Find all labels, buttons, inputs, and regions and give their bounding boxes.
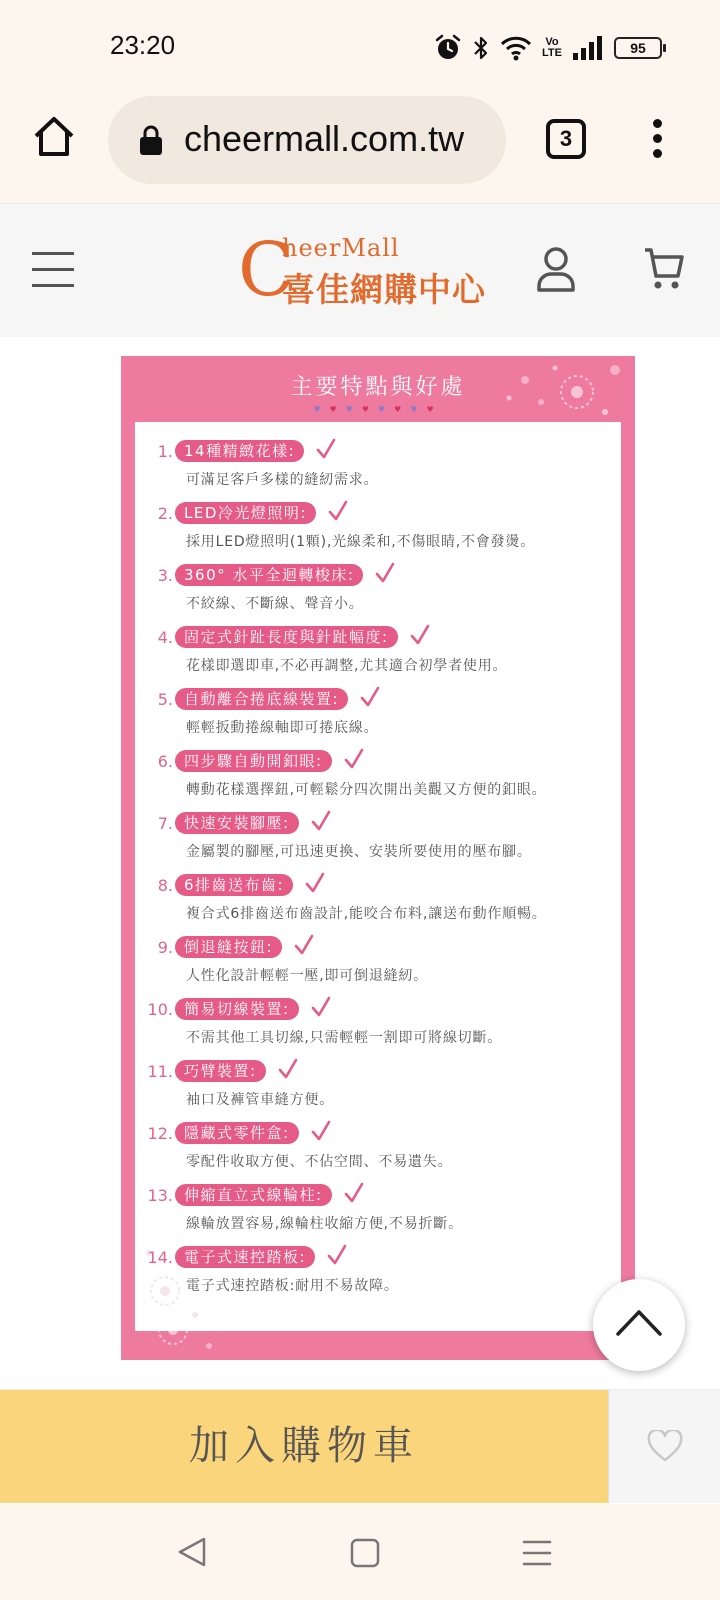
feature-title-chip [175,936,282,958]
feature-title-chip [175,1122,299,1144]
feature-number: 11. [147,1062,173,1081]
feature-title: 簡易切線裝置: [184,1000,290,1018]
feature-title: 6排齒送布齒: [184,876,285,894]
favorite-button[interactable] [608,1390,720,1503]
feature-item [135,502,621,564]
feature-title: 伸縮直立式線輪柱: [184,1186,323,1204]
url-text: cheermall.com.tw [184,118,465,159]
browser-toolbar [0,92,720,202]
feature-number: 6. [157,752,173,771]
volte-top: Vo [545,36,559,48]
logo-text-en: heerMall [282,234,400,262]
check-icon [344,748,364,770]
logo-initial: C [238,227,295,313]
purchase-bar [0,1389,720,1504]
feature-title-chip [175,502,316,524]
status-bar [0,0,720,92]
feature-item [135,1246,621,1308]
feature-description: 不需其他工具切線,只需輕輕一割即可將線切斷。 [186,1030,503,1046]
feature-title: 快速安裝腳壓: [184,814,290,832]
feature-title: 四步驟自動開釦眼: [184,752,323,770]
feature-title-chip [175,1246,315,1268]
features-card [121,356,635,1360]
feature-title: 巧臂裝置: [184,1062,257,1080]
site-logo[interactable] [238,227,488,313]
feature-number: 7. [157,814,173,833]
volte-indicator [542,37,562,59]
feature-item [135,440,621,502]
feature-title-chip [175,874,293,896]
address-bar[interactable] [108,96,506,184]
feature-item [135,1060,621,1122]
wifi-icon [500,35,532,61]
feature-title-chip [175,626,398,648]
bluetooth-icon [472,34,490,62]
check-icon [294,934,314,956]
feature-number: 13. [147,1186,173,1205]
feature-title: 固定式針趾長度與針趾幅度: [184,628,389,646]
feature-description: 複合式6排齒送布齒設計,能咬合布料,讓送布動作順暢。 [186,906,547,922]
back-triangle-icon[interactable] [176,1536,208,1568]
add-to-cart-button[interactable]: 加入購物車 [0,1390,608,1503]
feature-number: 2. [157,504,173,523]
feature-number: 12. [147,1124,173,1143]
feature-description: 採用LED燈照明(1顆),光線柔和,不傷眼睛,不會發燙。 [186,534,536,550]
feature-number: 9. [157,938,173,957]
feature-item [135,564,621,626]
feature-description: 電子式速控踏板:耐用不易故障。 [186,1278,399,1294]
feature-number: 8. [157,876,173,895]
feature-title-chip [175,688,348,710]
check-icon [344,1182,364,1204]
back-to-top-button[interactable] [593,1279,685,1371]
feature-item [135,874,621,936]
features-title: 主要特點與好處 [290,375,466,400]
check-icon [410,624,430,646]
feature-description: 花樣即選即車,不必再調整,尤其適合初學者使用。 [186,658,508,674]
feature-title: 14種精緻花樣: [184,442,296,460]
feature-item [135,626,621,688]
feature-description: 線輪放置容易,線輪柱收縮方便,不易折斷。 [186,1216,463,1232]
feature-number: 4. [157,628,173,647]
feature-number: 1. [157,442,173,461]
volte-bottom: LTE [542,47,562,59]
features-list [135,422,621,1331]
check-icon [375,562,395,584]
status-time: 23:20 [110,30,176,60]
cart-icon[interactable] [644,246,684,292]
heart-outline-icon [647,1430,683,1462]
feature-title: 自動離合捲底線裝置: [184,690,340,708]
hamburger-menu-icon[interactable] [32,252,74,288]
feature-description: 袖口及褲管車縫方便。 [186,1092,334,1108]
feature-title: 電子式速控踏板: [184,1248,307,1266]
feature-description: 人性化設計輕輕一壓,即可倒退縫紉。 [186,968,429,984]
feature-item [135,688,621,750]
site-header [0,203,720,337]
feature-title-chip [175,750,332,772]
tab-switcher-button[interactable]: 3 [546,119,586,159]
home-icon[interactable] [30,112,78,160]
check-icon [311,810,331,832]
check-icon [316,438,336,460]
feature-title: 倒退縫按鈕: [184,938,274,956]
feature-item [135,1184,621,1246]
browser-chrome [0,0,720,203]
recent-apps-icon[interactable] [522,1538,552,1568]
check-icon [327,1244,347,1266]
feature-number: 5. [157,690,173,709]
check-icon [360,686,380,708]
feature-description: 轉動花樣選擇鈕,可輕鬆分四次開出美觀又方便的釦眼。 [186,782,547,798]
check-icon [311,996,331,1018]
feature-description: 金屬製的腳壓,可迅速更換、安裝所要使用的壓布腳。 [186,844,532,860]
feature-item [135,936,621,998]
feature-description: 零配件收取方便、不佔空間、不易遺失。 [186,1154,453,1170]
alarm-icon [434,34,462,62]
status-icons [434,32,662,64]
feature-item [135,750,621,812]
battery-icon: 95 [614,37,662,59]
feature-item [135,998,621,1060]
feature-title: LED冷光燈照明: [184,504,307,522]
feature-item [135,1122,621,1184]
feature-title: 隱藏式零件盒: [184,1124,290,1142]
check-icon [278,1058,298,1080]
logo-text-zh: 喜佳網購中心 [282,270,486,309]
feature-title-chip [175,440,304,462]
chevron-up-icon [615,1307,663,1337]
check-icon [311,1120,331,1142]
heart-divider: ♥♥♥♥♥♥♥♥ [313,405,443,414]
feature-number: 14. [147,1248,173,1267]
feature-title-chip [175,1184,332,1206]
check-icon [328,500,348,522]
feature-number: 3. [157,566,173,585]
feature-title-chip [175,812,299,834]
lock-icon [138,124,164,156]
feature-description: 可滿足客戶多樣的縫紉需求。 [186,472,379,488]
more-vertical-icon[interactable] [650,119,664,159]
user-icon[interactable] [536,246,576,292]
home-square-icon[interactable] [350,1538,380,1568]
signal-icon [572,36,604,60]
system-navigation-bar [0,1504,720,1600]
feature-description: 不絞線、不斷線、聲音小。 [186,596,364,612]
feature-title-chip [175,1060,266,1082]
feature-title-chip [175,564,363,586]
feature-title: 360° 水平全迴轉梭床: [184,566,355,584]
check-icon [305,872,325,894]
feature-item [135,812,621,874]
feature-number: 10. [147,1000,173,1019]
feature-title-chip [175,998,299,1020]
feature-description: 輕輕扳動捲線軸即可捲底線。 [186,720,379,736]
